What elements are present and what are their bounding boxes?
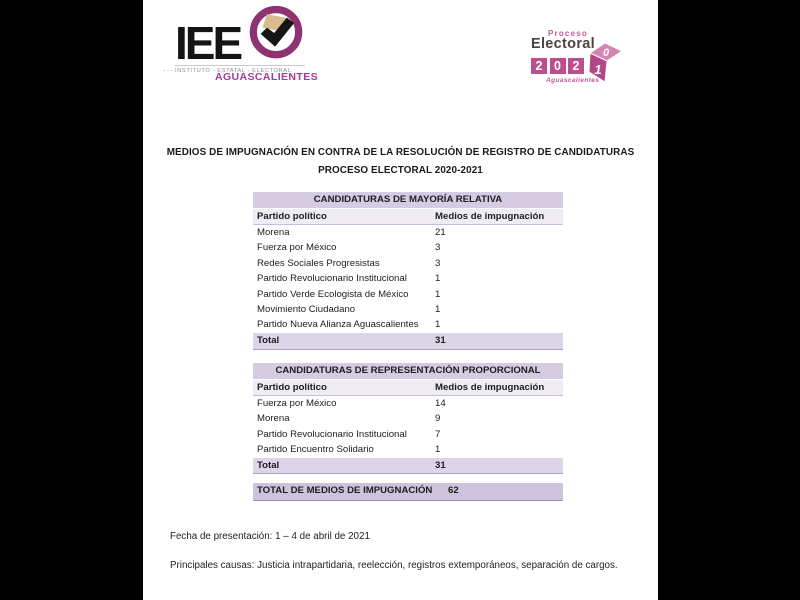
party-name: Partido Encuentro Solidario (257, 444, 374, 456)
table-row (253, 302, 563, 317)
party-name: Morena (257, 413, 290, 425)
party-name: Partido Revolucionario Institucional (257, 273, 407, 285)
pe-logo-electoral: Electoral (531, 36, 595, 52)
table-row (253, 396, 563, 411)
presentation-date-note: Fecha de presentación: 1 – 4 de abril de 2021 (170, 531, 370, 542)
total-value: 31 (435, 459, 446, 471)
party-name: Movimiento Ciudadano (257, 303, 356, 315)
party-name: Fuerza por México (257, 242, 337, 254)
pe-logo-year-squares (531, 58, 584, 74)
column-header-medios: Medios de impugnación (435, 381, 545, 393)
count-value: 1 (435, 444, 441, 456)
table-header-row (253, 380, 563, 397)
column-header-medios: Medios de impugnación (435, 210, 545, 222)
pe-logo-state-name: Aguascalientes (546, 77, 600, 84)
document-title-line1: MEDIOS DE IMPUGNACIÓN EN CONTRA DE LA RESOLUCIÓN DE REGISTRO DE CANDIDATURAS (166, 147, 635, 158)
ballot-box-icon (247, 4, 305, 62)
iee-state-name: AGUASCALIENTES (215, 71, 319, 83)
table-row (253, 411, 563, 426)
total-value: 31 (435, 334, 446, 346)
party-name: Partido Revolucionario Institucional (257, 428, 407, 440)
table-row (253, 317, 563, 332)
svg-text:1: 1 (594, 62, 602, 77)
iee-tagline: INSTITUTO - ESTATAL - ELECTORAL (175, 65, 305, 74)
table-title: CANDIDATURAS DE MAYORÍA RELATIVA (253, 192, 563, 208)
proceso-electoral-logo (531, 30, 631, 88)
party-name: Redes Sociales Progresistas (257, 257, 380, 269)
year-digit-square: 2 (568, 58, 584, 74)
column-header-partido: Partido político (257, 210, 327, 222)
table-representacion-proporcional (253, 363, 563, 474)
grand-total-label: TOTAL DE MEDIOS DE IMPUGNACIÓN (257, 485, 433, 496)
pe-logo-proceso: Proceso (548, 29, 588, 38)
party-name: Fuerza por México (257, 398, 337, 409)
count-value: 1 (435, 303, 441, 315)
table-row (253, 287, 563, 302)
table-row (253, 271, 563, 286)
table-mayoria-relativa (253, 192, 563, 350)
iee-logo-dots: ··· (163, 66, 174, 75)
count-value: 3 (435, 242, 441, 254)
grand-total-value: 62 (448, 485, 459, 496)
iee-logo (163, 4, 353, 104)
table-total-row (253, 458, 563, 475)
year-digit-square: 2 (531, 58, 547, 74)
table-row (253, 240, 563, 255)
total-label: Total (257, 459, 280, 471)
year-digit-square: 0 (550, 58, 566, 74)
count-value: 9 (435, 413, 441, 425)
count-value: 1 (435, 319, 441, 331)
table-row (253, 442, 563, 457)
count-value: 14 (435, 398, 446, 409)
document-title (143, 144, 658, 180)
table-row (253, 256, 563, 271)
count-value: 1 (435, 273, 441, 285)
total-label: Total (257, 334, 280, 346)
table-title: CANDIDATURAS DE REPRESENTACIÓN PROPORCIONAL (253, 363, 563, 379)
party-name: Partido Verde Ecologista de México (257, 288, 409, 300)
iee-acronym: IEE (175, 17, 241, 69)
svg-text:0: 0 (602, 47, 610, 59)
count-value: 21 (435, 227, 446, 238)
document-title-line2: PROCESO ELECTORAL 2020-2021 (318, 165, 483, 176)
main-causes-note: Principales causas: Justicia intrapartidaria, reelección, registros extemporáneos, separación de cargos. (170, 560, 618, 571)
party-name: Morena (257, 227, 290, 238)
count-value: 7 (435, 428, 441, 440)
document-page (143, 0, 658, 600)
table-total-row (253, 333, 563, 350)
count-value: 3 (435, 257, 441, 269)
table-header-row (253, 209, 563, 226)
table-row (253, 225, 563, 240)
table-row (253, 427, 563, 442)
grand-total-bar (253, 483, 563, 501)
party-name: Partido Nueva Alianza Aguascalientes (257, 319, 419, 331)
count-value: 1 (435, 288, 441, 300)
column-header-partido: Partido político (257, 381, 327, 393)
